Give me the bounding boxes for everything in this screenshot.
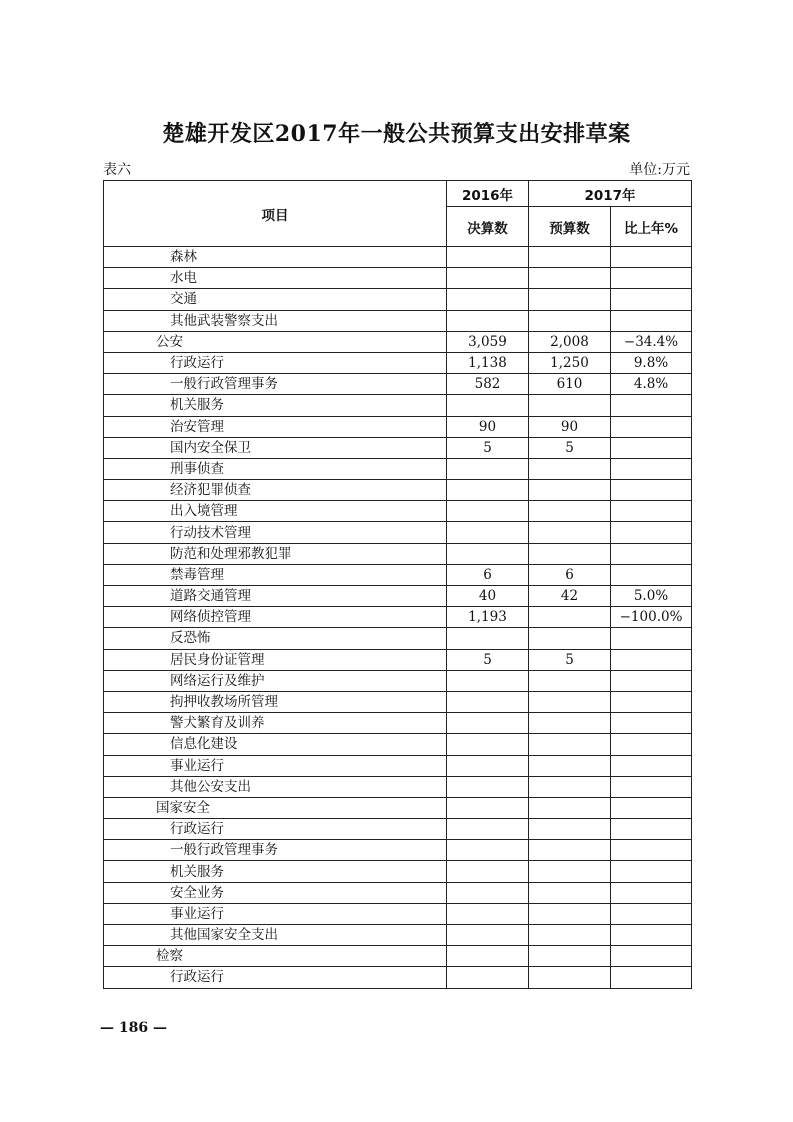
row-item: 经济犯罪侦查 xyxy=(104,480,447,501)
table-row xyxy=(104,628,692,649)
row-final-2016 xyxy=(447,861,529,882)
header-change: 比上年% xyxy=(611,207,692,247)
row-change xyxy=(611,310,692,331)
row-final-2016: 40 xyxy=(447,586,529,607)
row-item: 行政运行 xyxy=(104,819,447,840)
row-final-2016 xyxy=(447,480,529,501)
row-item: 居民身份证管理 xyxy=(104,649,447,670)
table-row xyxy=(104,289,692,310)
row-item: 机关服务 xyxy=(104,395,447,416)
row-final-2016: 5 xyxy=(447,649,529,670)
table-row xyxy=(104,946,692,967)
row-final-2016 xyxy=(447,501,529,522)
row-final-2016 xyxy=(447,925,529,946)
row-change xyxy=(611,670,692,691)
row-final-2016 xyxy=(447,840,529,861)
table-row xyxy=(104,840,692,861)
row-budget-2017 xyxy=(529,755,611,776)
row-final-2016 xyxy=(447,691,529,712)
table-body xyxy=(104,247,692,989)
table-row xyxy=(104,797,692,818)
table-row xyxy=(104,480,692,501)
row-budget-2017 xyxy=(529,395,611,416)
row-item: 行动技术管理 xyxy=(104,522,447,543)
row-change xyxy=(611,713,692,734)
table-row xyxy=(104,776,692,797)
row-change xyxy=(611,268,692,289)
row-item: 行政运行 xyxy=(104,967,447,988)
row-change xyxy=(611,755,692,776)
row-final-2016 xyxy=(447,289,529,310)
row-final-2016 xyxy=(447,543,529,564)
row-budget-2017: 90 xyxy=(529,416,611,437)
row-change xyxy=(611,840,692,861)
table-row xyxy=(104,331,692,352)
row-item: 道路交通管理 xyxy=(104,586,447,607)
row-final-2016 xyxy=(447,247,529,268)
row-final-2016 xyxy=(447,310,529,331)
row-item: 国家安全 xyxy=(104,797,447,818)
row-budget-2017 xyxy=(529,776,611,797)
row-final-2016 xyxy=(447,967,529,988)
row-final-2016: 1,138 xyxy=(447,352,529,373)
row-change xyxy=(611,395,692,416)
row-final-2016: 3,059 xyxy=(447,331,529,352)
row-budget-2017 xyxy=(529,797,611,818)
row-final-2016 xyxy=(447,797,529,818)
row-final-2016 xyxy=(447,713,529,734)
row-change xyxy=(611,946,692,967)
row-item: 水电 xyxy=(104,268,447,289)
row-budget-2017 xyxy=(529,819,611,840)
table-row xyxy=(104,437,692,458)
page-title: 楚雄开发区2017年一般公共预算支出安排草案 xyxy=(162,121,631,147)
row-final-2016: 6 xyxy=(447,564,529,585)
row-final-2016 xyxy=(447,395,529,416)
row-budget-2017 xyxy=(529,967,611,988)
row-budget-2017 xyxy=(529,670,611,691)
row-budget-2017 xyxy=(529,480,611,501)
row-budget-2017: 42 xyxy=(529,586,611,607)
row-budget-2017 xyxy=(529,713,611,734)
row-change xyxy=(611,734,692,755)
table-row xyxy=(104,586,692,607)
row-item: 事业运行 xyxy=(104,755,447,776)
row-item: 事业运行 xyxy=(104,903,447,924)
row-change xyxy=(611,797,692,818)
row-item: 其他武装警察支出 xyxy=(104,310,447,331)
table-row xyxy=(104,713,692,734)
row-change xyxy=(611,649,692,670)
row-item: 一般行政管理事务 xyxy=(104,840,447,861)
row-item: 安全业务 xyxy=(104,882,447,903)
row-final-2016 xyxy=(447,268,529,289)
row-change xyxy=(611,458,692,479)
row-budget-2017 xyxy=(529,247,611,268)
row-budget-2017 xyxy=(529,925,611,946)
table-row xyxy=(104,268,692,289)
row-budget-2017: 5 xyxy=(529,649,611,670)
row-final-2016 xyxy=(447,903,529,924)
row-change xyxy=(611,628,692,649)
row-final-2016 xyxy=(447,522,529,543)
table-id: 表六 xyxy=(103,162,131,178)
row-change xyxy=(611,416,692,437)
table-row xyxy=(104,819,692,840)
row-item: 刑事侦查 xyxy=(104,458,447,479)
table-row xyxy=(104,522,692,543)
row-item: 一般行政管理事务 xyxy=(104,374,447,395)
row-budget-2017: 1,250 xyxy=(529,352,611,373)
table-row xyxy=(104,374,692,395)
table-row xyxy=(104,310,692,331)
row-budget-2017 xyxy=(529,310,611,331)
row-change xyxy=(611,543,692,564)
row-change xyxy=(611,819,692,840)
row-final-2016 xyxy=(447,734,529,755)
unit-label: 单位:万元 xyxy=(629,162,690,178)
row-budget-2017 xyxy=(529,607,611,628)
table-row xyxy=(104,861,692,882)
header-item: 项目 xyxy=(104,181,447,247)
row-budget-2017 xyxy=(529,268,611,289)
row-budget-2017 xyxy=(529,734,611,755)
table-row xyxy=(104,416,692,437)
row-change xyxy=(611,480,692,501)
table-row xyxy=(104,925,692,946)
table-row xyxy=(104,501,692,522)
row-item: 森林 xyxy=(104,247,447,268)
row-change xyxy=(611,437,692,458)
row-change: −100.0% xyxy=(611,607,692,628)
row-item: 治安管理 xyxy=(104,416,447,437)
row-change: 9.8% xyxy=(611,352,692,373)
row-budget-2017 xyxy=(529,946,611,967)
table-row xyxy=(104,670,692,691)
row-item: 拘押收教场所管理 xyxy=(104,691,447,712)
row-budget-2017: 2,008 xyxy=(529,331,611,352)
header-year-2016: 2016年 xyxy=(447,181,529,207)
row-item: 防范和处理邪教犯罪 xyxy=(104,543,447,564)
row-final-2016 xyxy=(447,819,529,840)
table-row xyxy=(104,395,692,416)
row-item: 行政运行 xyxy=(104,352,447,373)
row-item: 信息化建设 xyxy=(104,734,447,755)
row-change xyxy=(611,882,692,903)
row-change xyxy=(611,501,692,522)
row-budget-2017 xyxy=(529,861,611,882)
row-change: −34.4% xyxy=(611,331,692,352)
row-budget-2017 xyxy=(529,522,611,543)
row-change xyxy=(611,691,692,712)
header-final-2016: 决算数 xyxy=(447,207,529,247)
table-row xyxy=(104,543,692,564)
row-item: 机关服务 xyxy=(104,861,447,882)
row-budget-2017 xyxy=(529,501,611,522)
row-item: 检察 xyxy=(104,946,447,967)
row-item: 禁毒管理 xyxy=(104,564,447,585)
row-budget-2017: 5 xyxy=(529,437,611,458)
row-item: 其他国家安全支出 xyxy=(104,925,447,946)
row-budget-2017 xyxy=(529,840,611,861)
table-row xyxy=(104,247,692,268)
row-budget-2017 xyxy=(529,882,611,903)
table-row xyxy=(104,903,692,924)
row-change: 4.8% xyxy=(611,374,692,395)
page-number: — 186 — xyxy=(100,1020,167,1036)
row-budget-2017: 610 xyxy=(529,374,611,395)
row-change xyxy=(611,776,692,797)
row-change xyxy=(611,903,692,924)
row-budget-2017 xyxy=(529,543,611,564)
table-row xyxy=(104,734,692,755)
row-final-2016 xyxy=(447,882,529,903)
row-item: 其他公安支出 xyxy=(104,776,447,797)
row-final-2016 xyxy=(447,628,529,649)
row-change xyxy=(611,289,692,310)
row-change xyxy=(611,522,692,543)
table-row xyxy=(104,649,692,670)
row-item: 反恐怖 xyxy=(104,628,447,649)
table-row xyxy=(104,352,692,373)
row-change xyxy=(611,861,692,882)
row-budget-2017 xyxy=(529,903,611,924)
table-row xyxy=(104,458,692,479)
row-item: 国内安全保卫 xyxy=(104,437,447,458)
row-budget-2017 xyxy=(529,458,611,479)
row-change xyxy=(611,247,692,268)
row-change xyxy=(611,967,692,988)
header-budget-2017: 预算数 xyxy=(529,207,611,247)
table-row xyxy=(104,607,692,628)
row-item: 网络运行及维护 xyxy=(104,670,447,691)
budget-table xyxy=(103,180,692,989)
row-final-2016 xyxy=(447,458,529,479)
row-budget-2017 xyxy=(529,628,611,649)
row-item: 出入境管理 xyxy=(104,501,447,522)
row-change xyxy=(611,925,692,946)
row-item: 交通 xyxy=(104,289,447,310)
row-final-2016 xyxy=(447,776,529,797)
row-budget-2017 xyxy=(529,691,611,712)
row-item: 网络侦控管理 xyxy=(104,607,447,628)
row-item: 警犬繁育及训养 xyxy=(104,713,447,734)
row-final-2016 xyxy=(447,755,529,776)
row-final-2016 xyxy=(447,670,529,691)
table-row xyxy=(104,691,692,712)
row-change: 5.0% xyxy=(611,586,692,607)
row-final-2016: 5 xyxy=(447,437,529,458)
table-row xyxy=(104,564,692,585)
table-row xyxy=(104,755,692,776)
table-row xyxy=(104,882,692,903)
row-final-2016: 90 xyxy=(447,416,529,437)
row-change xyxy=(611,564,692,585)
header-year-2017: 2017年 xyxy=(529,181,692,207)
row-budget-2017 xyxy=(529,289,611,310)
row-final-2016 xyxy=(447,946,529,967)
row-budget-2017: 6 xyxy=(529,564,611,585)
row-final-2016: 1,193 xyxy=(447,607,529,628)
table-row xyxy=(104,967,692,988)
row-item: 公安 xyxy=(104,331,447,352)
row-final-2016: 582 xyxy=(447,374,529,395)
